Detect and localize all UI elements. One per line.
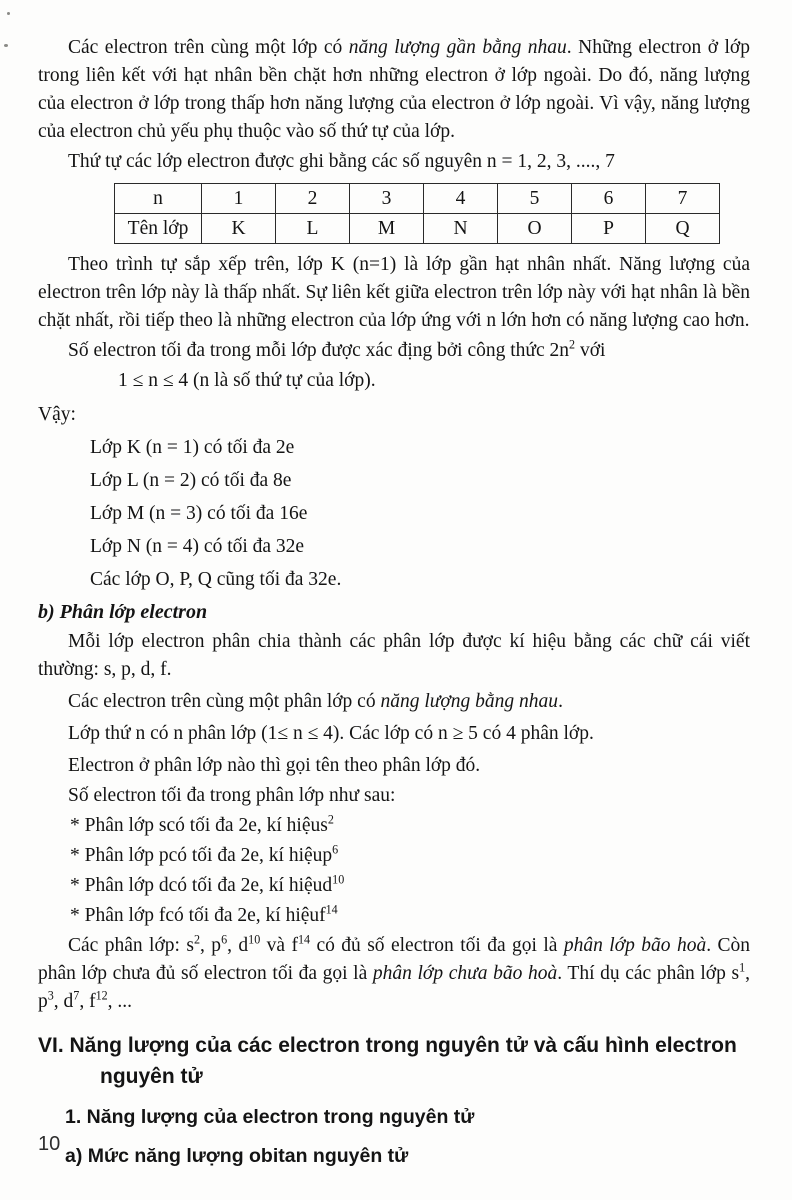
list-item: Các lớp O, P, Q cũng tối đa 32e.	[90, 569, 342, 590]
table-row-shell-name	[115, 214, 720, 244]
text-run: Các electron trên cùng một lớp có	[68, 37, 349, 58]
paragraph-subshell-naming: Electron ở phân lớp nào thì gọi tên theo phân lớp đó.	[68, 755, 481, 776]
text-run: , p	[200, 935, 222, 956]
list-item: Lớp K (n = 1) có tối đa 2e	[90, 437, 295, 458]
bullet-item	[70, 902, 750, 930]
label-vay: Vậy:	[38, 404, 76, 425]
text-run: * Phân lớp scó tối đa 2e, kí hiệus	[70, 815, 328, 836]
scan-speck	[7, 12, 10, 15]
table-cell: Q	[646, 214, 720, 244]
text-run: Các electron trên cùng một phân lớp có	[68, 691, 381, 712]
section-heading-vi	[38, 1030, 750, 1092]
scan-speck	[4, 44, 8, 47]
text-run: . Thí dụ các phân lớp s	[557, 963, 740, 984]
shell-name-table	[114, 183, 720, 244]
italic-phrase: phân lớp bão hoà	[563, 935, 707, 956]
heading-line: VI. Năng lượng của các electron trong nguyên tử và cấu hình electron	[38, 1034, 737, 1057]
subshell-bullet-list	[38, 812, 750, 930]
italic-phrase: năng lượng gần bằng nhau	[348, 37, 567, 58]
paragraph-saturated	[38, 932, 750, 1016]
text-run: * Phân lớp pcó tối đa 2e, kí hiệup	[70, 845, 333, 866]
text-run: * Phân lớp dcó tối đa 2e, kí hiệud	[70, 875, 333, 896]
text-run: và f	[260, 935, 298, 956]
table-cell: 3	[350, 184, 424, 214]
paragraph-layer-energy	[38, 34, 750, 146]
text-run: với	[575, 340, 606, 361]
text-run: Số electron tối đa trong mỗi lớp được xác địng bởi công thức 2n	[68, 340, 570, 361]
superscript: 1	[739, 960, 746, 975]
text-run: , f	[79, 991, 96, 1012]
paragraph-layer-order: Thứ tự các lớp electron được ghi bằng các số nguyên n = 1, 2, 3, ...., 7	[68, 151, 615, 172]
superscript: 2	[569, 337, 576, 352]
text-run: . Còn phân lớp chưa đủ số electron tối đa gọi là	[38, 935, 751, 984]
table-cell: 7	[646, 184, 720, 214]
superscript: 10	[248, 932, 261, 947]
bullet-item	[70, 812, 750, 840]
superscript: 14	[325, 902, 338, 917]
page-number: 10	[38, 1133, 61, 1155]
paragraph-k-shell: Theo trình tự sắp xếp trên, lớp K (n=1) là lớp gần hạt nhân nhất. Năng lượng của electron trên lớp này là thấp nhất. Sự liên kết giữa electron trên lớp này với hạt nhân là bền chặt nhất, rồi tiếp theo là những electron của lớp ứng với n lớn hơn có năng lượng cao hơn.	[38, 254, 750, 331]
list-item: Lớp L (n = 2) có tối đa 8e	[90, 470, 292, 491]
text-run: , ...	[107, 991, 133, 1012]
bullet-item	[70, 872, 750, 900]
text-run: , d	[53, 991, 74, 1012]
subsection-heading-1: 1. Năng lượng của electron trong nguyên tử	[65, 1106, 475, 1128]
superscript: 7	[73, 988, 80, 1003]
paragraph-max-subshell: Số electron tối đa trong phân lớp như sau:	[68, 785, 396, 806]
italic-phrase: phân lớp chưa bão hoà	[372, 963, 558, 984]
superscript: 14	[297, 932, 311, 947]
heading-line: nguyên tử	[100, 1065, 203, 1088]
table-cell: 2	[276, 184, 350, 214]
table-cell: 1	[202, 184, 276, 214]
superscript: 6	[332, 842, 339, 857]
subsection-heading-b: b) Phân lớp electron	[38, 601, 208, 623]
superscript: 2	[327, 812, 334, 827]
text-run: có đủ số electron tối đa gọi là	[310, 935, 564, 956]
table-cell: n	[115, 184, 202, 214]
table-cell: 5	[498, 184, 572, 214]
text-run: , d	[227, 935, 249, 956]
text-run: * Phân lớp fcó tối đa 2e, kí hiệuf	[70, 905, 326, 926]
table-cell: L	[276, 214, 350, 244]
paragraph-max-formula	[38, 337, 750, 365]
superscript: 10	[332, 872, 345, 887]
table-cell: 4	[424, 184, 498, 214]
superscript: 6	[221, 932, 228, 947]
text-run: .	[558, 691, 563, 712]
table-cell: Tên lớp	[115, 214, 202, 244]
max-electron-list	[90, 434, 750, 594]
table-row-n	[115, 184, 720, 214]
table-cell: 6	[572, 184, 646, 214]
superscript: 12	[95, 988, 108, 1003]
superscript: 2	[193, 932, 201, 947]
list-item: Lớp N (n = 4) có tối đa 32e	[90, 536, 305, 557]
superscript: 3	[47, 988, 54, 1003]
table-cell: O	[498, 214, 572, 244]
text-run: . Những electron ở lớp trong liên kết với hạt nhân bền chặt hơn những electron ở lớp ngoài. Do đó, năng lượng của electron ở lớp trong thấp hơn năng lượng của electron ở lớp ngoài. Vì vậy, năng lượng của electron chủ yếu phụ thuộc vào số thứ tự của lớp.	[38, 37, 750, 142]
formula-condition: 1 ≤ n ≤ 4 (n là số thứ tự của lớp).	[118, 370, 376, 391]
table-cell: P	[572, 214, 646, 244]
bullet-item	[70, 842, 750, 870]
paragraph-subshell-letters: Mỗi lớp electron phân chia thành các phân lớp được kí hiệu bằng các chữ cái viết thường: s, p, d, f.	[38, 631, 750, 680]
paragraph-subshell-energy	[38, 688, 750, 716]
text-run: , p	[38, 963, 750, 1012]
italic-phrase: năng lượng bằng nhau	[380, 691, 559, 712]
list-item: Lớp M (n = 3) có tối đa 16e	[90, 503, 308, 524]
paragraph-n-subshells: Lớp thứ n có n phân lớp (1≤ n ≤ 4). Các lớp có n ≥ 5 có 4 phân lớp.	[68, 723, 594, 744]
table-cell: M	[350, 214, 424, 244]
subsection-heading-a: a) Mức năng lượng obitan nguyên tử	[65, 1145, 409, 1167]
table-cell: K	[202, 214, 276, 244]
table-cell: N	[424, 214, 498, 244]
text-run: Các phân lớp: s	[68, 935, 194, 956]
